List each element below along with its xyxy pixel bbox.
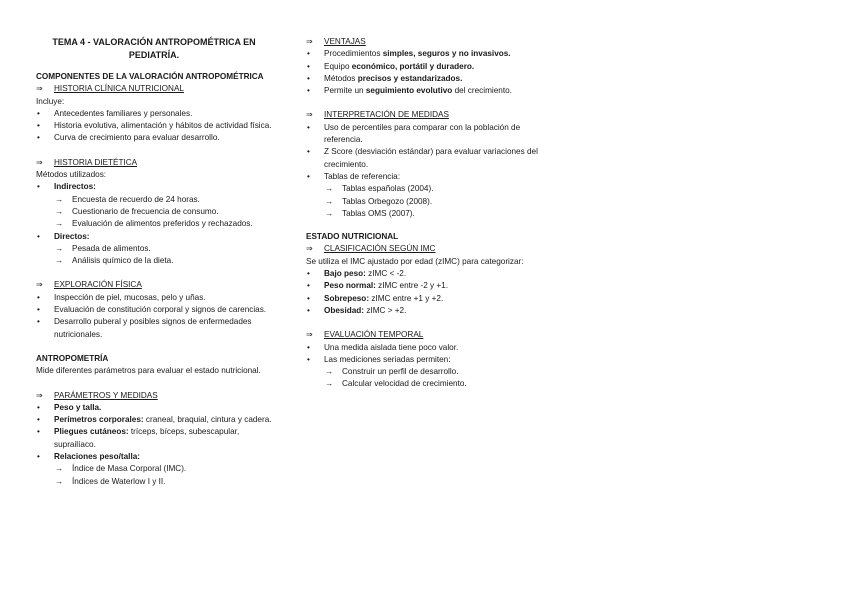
arrow-icon: ⇒: [36, 390, 43, 400]
componentes-heading: COMPONENTES DE LA VALORACIÓN ANTROPOMÉTRICA: [36, 72, 264, 81]
list-item: • Antecedentes familiares y personales.: [36, 108, 272, 120]
list-item: • Relaciones peso/talla:: [36, 451, 272, 463]
clasificacion-subheading: ⇒ CLASIFICACIÓN SEGÚN IMC: [306, 243, 540, 255]
list-item: • Métodos precisos y estandarizados.: [306, 73, 540, 85]
list-item: • Permite un seguimiento evolutivo del crecimiento.: [306, 85, 540, 97]
interpretacion-list: [306, 122, 540, 220]
arrow-right-icon: →: [55, 476, 64, 486]
parametros-list: [36, 402, 272, 488]
list-item: • Equipo económico, portátil y duradero.: [306, 61, 540, 73]
sub-list-item: → Tablas españolas (2004).: [306, 183, 540, 195]
arrow-icon: ⇒: [36, 84, 43, 94]
arrow-right-icon: →: [55, 206, 64, 216]
historia-dietetica-subheading: ⇒ HISTORIA DIETÉTICA: [36, 157, 272, 169]
historia-clinica-subheading: ⇒ HISTORIA CLÍNICA NUTRICIONAL: [36, 83, 272, 95]
exploracion-list: [36, 292, 272, 341]
arrow-right-icon: →: [55, 256, 64, 266]
historia-clinica-intro: Incluye:: [36, 96, 65, 106]
list-item: • Historia evolutiva, alimentación y hábitos de actividad física.: [36, 120, 272, 132]
antropometria-text: Mide diferentes parámetros para evaluar el estado nutricional.: [36, 366, 261, 376]
arrow-icon: ⇒: [306, 244, 313, 254]
list-item: • Directos:: [36, 231, 272, 243]
sub-list-item: → Construir un perfil de desarrollo.: [306, 366, 540, 378]
list-item: • Tablas de referencia:: [306, 171, 540, 183]
arrow-right-icon: →: [325, 184, 334, 194]
ventajas-subheading: ⇒ VENTAJAS: [306, 36, 540, 48]
list-item: • Uso de percentiles para comparar con la población de referencia.: [306, 122, 540, 147]
list-item: • Curva de crecimiento para evaluar desarrollo.: [36, 132, 272, 144]
clasificacion-intro: Se utiliza el IMC ajustado por edad (zIMC) para categorizar:: [306, 256, 524, 266]
interpretacion-subheading: ⇒ INTERPRETACIÓN DE MEDIDAS: [306, 109, 540, 121]
historia-dietetica-intro: Métodos utilizados:: [36, 170, 107, 180]
arrow-right-icon: →: [325, 379, 334, 389]
evaluacion-subheading: ⇒ EVALUACIÓN TEMPORAL: [306, 329, 540, 341]
antropometria-heading: ANTROPOMETRÍA: [36, 353, 109, 363]
historia-clinica-list: [36, 108, 272, 145]
ventajas-list: [306, 48, 540, 97]
list-item: • Indirectos:: [36, 181, 272, 193]
document-title: TEMA 4 - VALORACIÓN ANTROPOMÉTRICA EN PEDIATRÍA.: [52, 37, 256, 60]
arrow-right-icon: →: [55, 243, 64, 253]
metodos-list: [36, 181, 272, 267]
list-item: • Pliegues cutáneos: tríceps, bíceps, subescapular, suprailíaco.: [36, 426, 272, 451]
sub-list-item: → Tablas OMS (2007).: [306, 208, 540, 220]
list-item: • Desarrollo puberal y posibles signos de enfermedades nutricionales.: [36, 316, 272, 341]
list-item: • Perímetros corporales: craneal, braquial, cintura y cadera.: [36, 414, 272, 426]
exploracion-subheading: ⇒ EXPLORACIÓN FÍSICA: [36, 279, 272, 291]
sub-list-item: → Índice de Masa Corporal (IMC).: [36, 463, 272, 475]
sub-list-item: → Evaluación de alimentos preferidos y rechazados.: [36, 218, 272, 230]
sub-list-item: → Análisis químico de la dieta.: [36, 255, 272, 267]
list-item: • Procedimientos simples, seguros y no invasivos.: [306, 48, 540, 60]
estado-nutricional-heading: ESTADO NUTRICIONAL: [306, 232, 399, 242]
arrow-right-icon: →: [325, 367, 334, 377]
list-item: • Bajo peso: zIMC < -2.: [306, 268, 540, 280]
list-item: • Inspección de piel, mucosas, pelo y uñas.: [36, 292, 272, 304]
arrow-icon: ⇒: [306, 330, 313, 340]
list-item: • Peso normal: zIMC entre -2 y +1.: [306, 280, 540, 292]
left-column: [36, 36, 272, 488]
sub-list-item: → Encuesta de recuerdo de 24 horas.: [36, 194, 272, 206]
arrow-right-icon: →: [55, 194, 64, 204]
sub-list-item: → Tablas Orbegozo (2008).: [306, 196, 540, 208]
list-item: • Evaluación de constitución corporal y signos de carencias.: [36, 304, 272, 316]
arrow-right-icon: →: [325, 196, 334, 206]
evaluacion-list: [306, 342, 540, 391]
arrow-right-icon: →: [55, 219, 64, 229]
sub-list-item: → Calcular velocidad de crecimiento.: [306, 378, 540, 390]
sub-list-item: → Cuestionario de frecuencia de consumo.: [36, 206, 272, 218]
arrow-icon: ⇒: [36, 280, 43, 290]
list-item: • Sobrepeso: zIMC entre +1 y +2.: [306, 293, 540, 305]
list-item: • Peso y talla.: [36, 402, 272, 414]
arrow-icon: ⇒: [36, 157, 43, 167]
sub-list-item: → Pesada de alimentos.: [36, 243, 272, 255]
right-column: [306, 36, 540, 391]
arrow-icon: ⇒: [306, 37, 313, 46]
list-item: • Una medida aislada tiene poco valor.: [306, 342, 540, 354]
list-item: • Obesidad: zIMC > +2.: [306, 305, 540, 317]
arrow-right-icon: →: [325, 208, 334, 218]
clasificacion-list: [306, 268, 540, 317]
arrow-right-icon: →: [55, 464, 64, 474]
sub-list-item: → Índices de Waterlow I y II.: [36, 476, 272, 488]
list-item: • Las mediciones seriadas permiten:: [306, 354, 540, 366]
parametros-subheading: ⇒ PARÁMETROS Y MEDIDAS: [36, 390, 272, 402]
list-item: • Z Score (desviación estándar) para evaluar variaciones del crecimiento.: [306, 146, 540, 171]
arrow-icon: ⇒: [306, 110, 313, 120]
